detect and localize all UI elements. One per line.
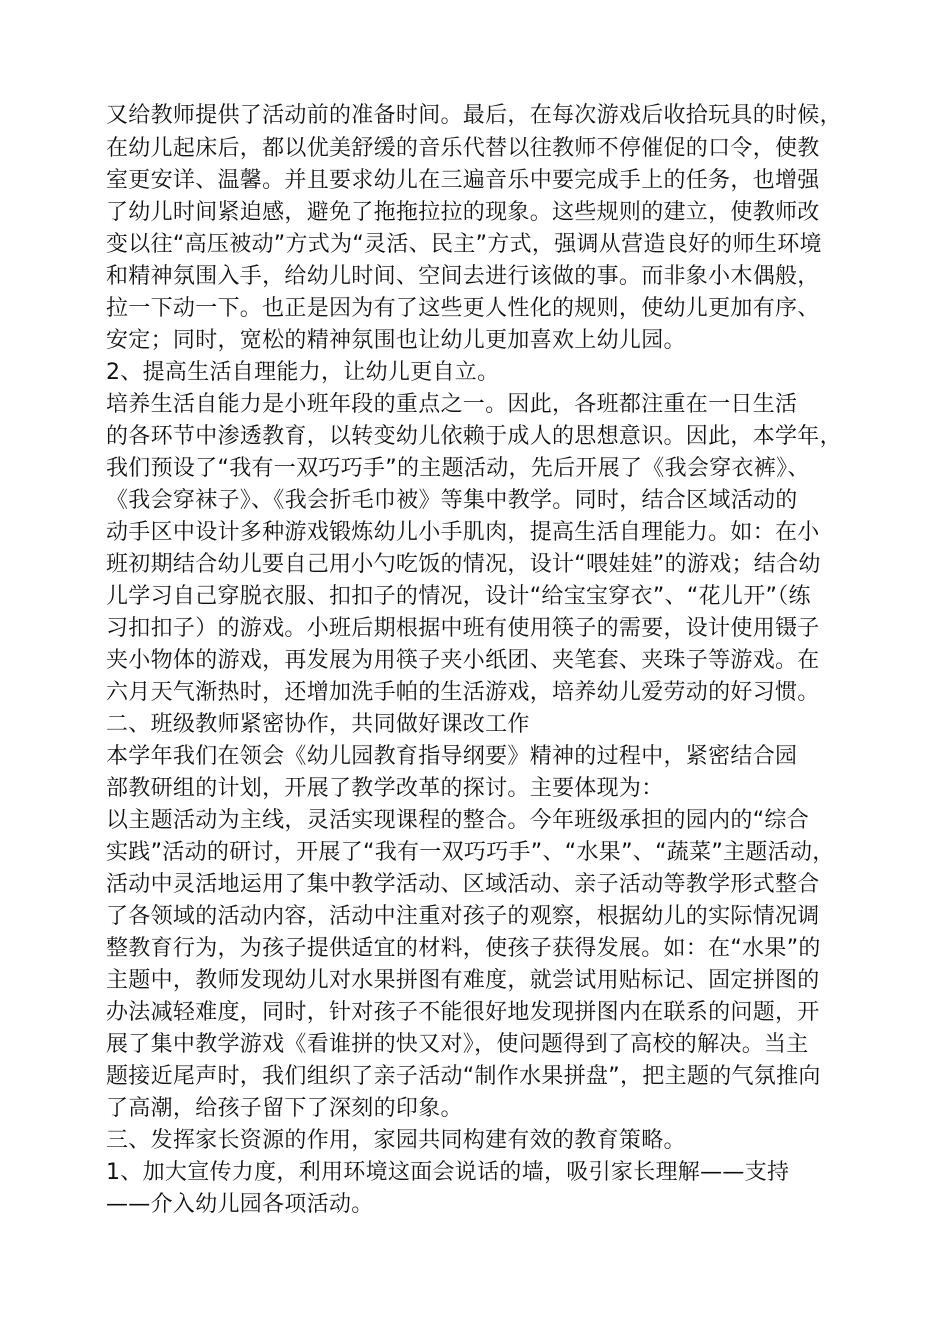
text-line: 室更安详、温馨。并且要求幼儿在三遍音乐中要完成手上的任务，也增强 <box>106 168 820 193</box>
text-line: 培养生活自能力是小班年段的重点之一。因此，各班都注重在一日生活 <box>106 392 798 417</box>
text-line: 实践”活动的研讨，开展了“我有一双巧巧手”、“水果”、“蔬菜”主题活动， <box>106 840 835 865</box>
text-line: 动手区中设计多种游戏锻炼幼儿小手肌肉，提高生活自理能力。如：在小 <box>106 520 820 545</box>
section-heading: 二、班级教师紧密协作，共同做好课改工作 <box>106 712 530 737</box>
text-line: 本学年我们在领会《幼儿园教育指导纲要》精神的过程中，紧密结合园 <box>106 744 798 769</box>
text-line: 又给教师提供了活动前的准备时间。最后，在每次游戏后收拾玩具的时候， <box>106 103 842 128</box>
text-line: 主题中，教师发现幼儿对水果拼图有难度，就尝试用贴标记、固定拼图的 <box>106 968 820 993</box>
text-line: 活动中灵活地运用了集中教学活动、区域活动、亲子活动等教学形式整合 <box>106 872 820 897</box>
section-heading: 三、发挥家长资源的作用，家园共同构建有效的教育策略。 <box>106 1128 686 1153</box>
section-heading: 2、提高生活自理能力，让幼儿更自立。 <box>106 360 500 385</box>
text-line: 六月天气渐热时，还增加洗手帕的生活游戏，培养幼儿爱劳动的好习惯。 <box>106 680 820 705</box>
text-line: 儿学习自己穿脱衣服、扣扣子的情况，设计“给宝宝穿衣”、“花儿开”（练 <box>106 584 811 609</box>
text-line: 和精神氛围入手，给幼儿时间、空间去进行该做的事。而非象小木偶般， <box>106 264 820 289</box>
text-line: 展了集中教学游戏《看谁拼的快又对》，使问题得到了高校的解决。当主 <box>106 1032 809 1057</box>
text-line: 办法减轻难度，同时，针对孩子不能很好地发现拼图内在联系的问题，开 <box>106 1000 820 1025</box>
text-line: 《我会穿袜子》、《我会折毛巾被》等集中教学。同时，结合区域活动的 <box>106 488 798 513</box>
text-line: 部教研组的计划，开展了教学改革的探讨。主要体现为： <box>106 776 664 801</box>
text-line: ——介入幼儿园各项活动。 <box>106 1192 374 1217</box>
text-line: 了各领域的活动内容，活动中注重对孩子的观察，根据幼儿的实际情况调 <box>106 904 820 929</box>
text-line: 1、加大宣传力度，利用环境这面会说话的墙，吸引家长理解——支持 <box>106 1160 790 1185</box>
text-line: 安定；同时，宽松的精神氛围也让幼儿更加喜欢上幼儿园。 <box>106 328 686 353</box>
text-line: 以主题活动为主线，灵活实现课程的整合。今年班级承担的园内的“综合 <box>106 808 809 833</box>
text-line: 整教育行为，为孩子提供适宜的材料，使孩子获得发展。如：在“水果”的 <box>106 936 821 961</box>
text-line: 题接近尾声时，我们组织了亲子活动“制作水果拼盘”，把主题的气氛推向 <box>106 1064 821 1089</box>
text-line: 夹小物体的游戏，再发展为用筷子夹小纸团、夹笔套、夹珠子等游戏。在 <box>106 648 820 673</box>
text-line: 拉一下动一下。也正是因为有了这些更人性化的规则，使幼儿更加有序、 <box>106 296 820 321</box>
text-line: 我们预设了“我有一双巧巧手”的主题活动，先后开展了《我会穿衣裤》、 <box>106 456 810 481</box>
text-line: 了高潮，给孩子留下了深刻的印象。 <box>106 1096 463 1121</box>
text-line: 班初期结合幼儿要自己用小勺吃饭的情况，设计“喂娃娃”的游戏；结合幼 <box>106 552 821 577</box>
text-line: 了幼儿时间紧迫感，避免了拖拖拉拉的现象。这些规则的建立，使教师改 <box>106 200 820 225</box>
text-line: 变以往“高压被动”方式为“灵活、民主”方式，强调从营造良好的师生环境 <box>106 232 822 257</box>
text-line: 习扣扣子）的游戏。小班后期根据中班有使用筷子的需要，设计使用镊子 <box>106 616 820 641</box>
text-line: 的各环节中渗透教育，以转变幼儿依赖于成人的思想意识。因此，本学年， <box>106 424 842 449</box>
text-line: 在幼儿起床后，都以优美舒缓的音乐代替以往教师不停催促的口令，使教 <box>106 136 820 161</box>
